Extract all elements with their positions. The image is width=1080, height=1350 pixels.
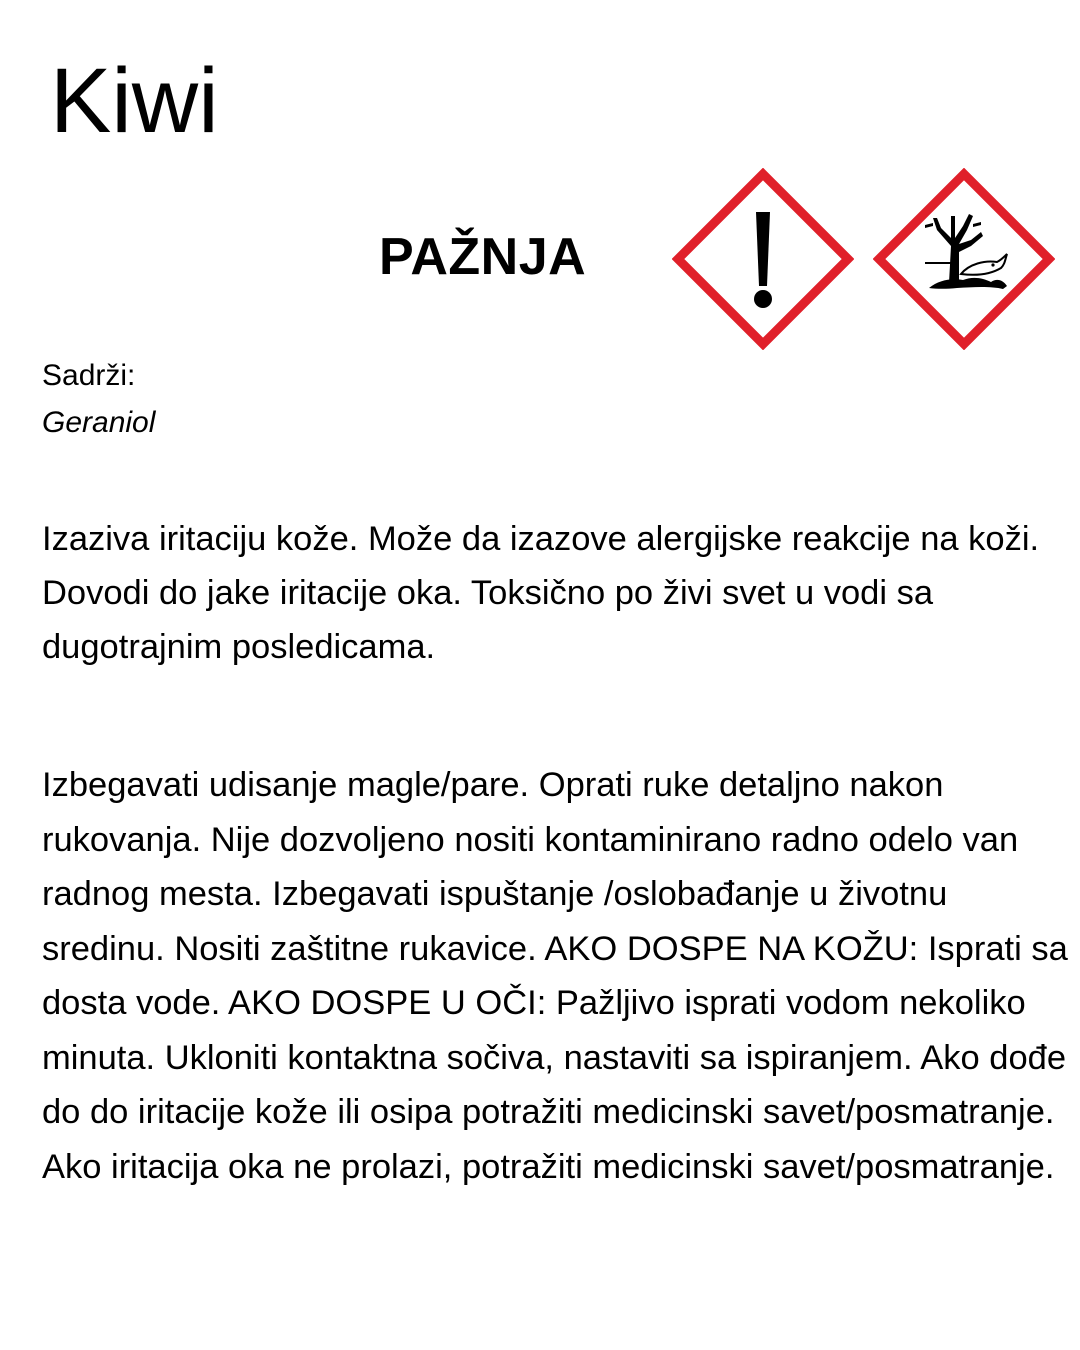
contains-label: Sadrži: — [42, 359, 136, 392]
contains-block — [42, 352, 155, 446]
ghs09-environment-icon — [873, 168, 1055, 350]
contains-substance: Geraniol — [42, 406, 156, 439]
hazard-statements: Izaziva iritaciju kože. Može da izazove alergijske reakcije na koži. Dovodi do jake iritacije oka. Toksično po živi svet u vodi sa dugotrajnim posledicama. — [42, 520, 1040, 666]
ghs07-exclamation-mark-icon — [672, 168, 854, 350]
precautionary-statements: Izbegavati udisanje magle/pare. Oprati ruke detaljno nakon rukovanja. Nije dozvoljeno nositi kontaminirano radno odelo van radnog mesta. Izbegavati ispuštanje /oslobađanje u životnu sredinu. Nositi zaštitne rukavice. AKO DOSPE NA KOŽU: Isprati sa dosta vode. AKO DOSPE U OČI: Pažljivo isprati vodom nekoliko minuta. Ukloniti kontaktna sočiva, nastaviti sa ispiranjem. Ako dođe do do iritacije kože ili osipa potražiti medicinski savet/posmatranje. Ako iritacija oka ne prolazi, potražiti medicinski savet/posmatranje. — [42, 766, 1068, 1186]
product-name: Kiwi — [50, 50, 219, 152]
signal-word: PAŽNJA — [379, 228, 587, 286]
